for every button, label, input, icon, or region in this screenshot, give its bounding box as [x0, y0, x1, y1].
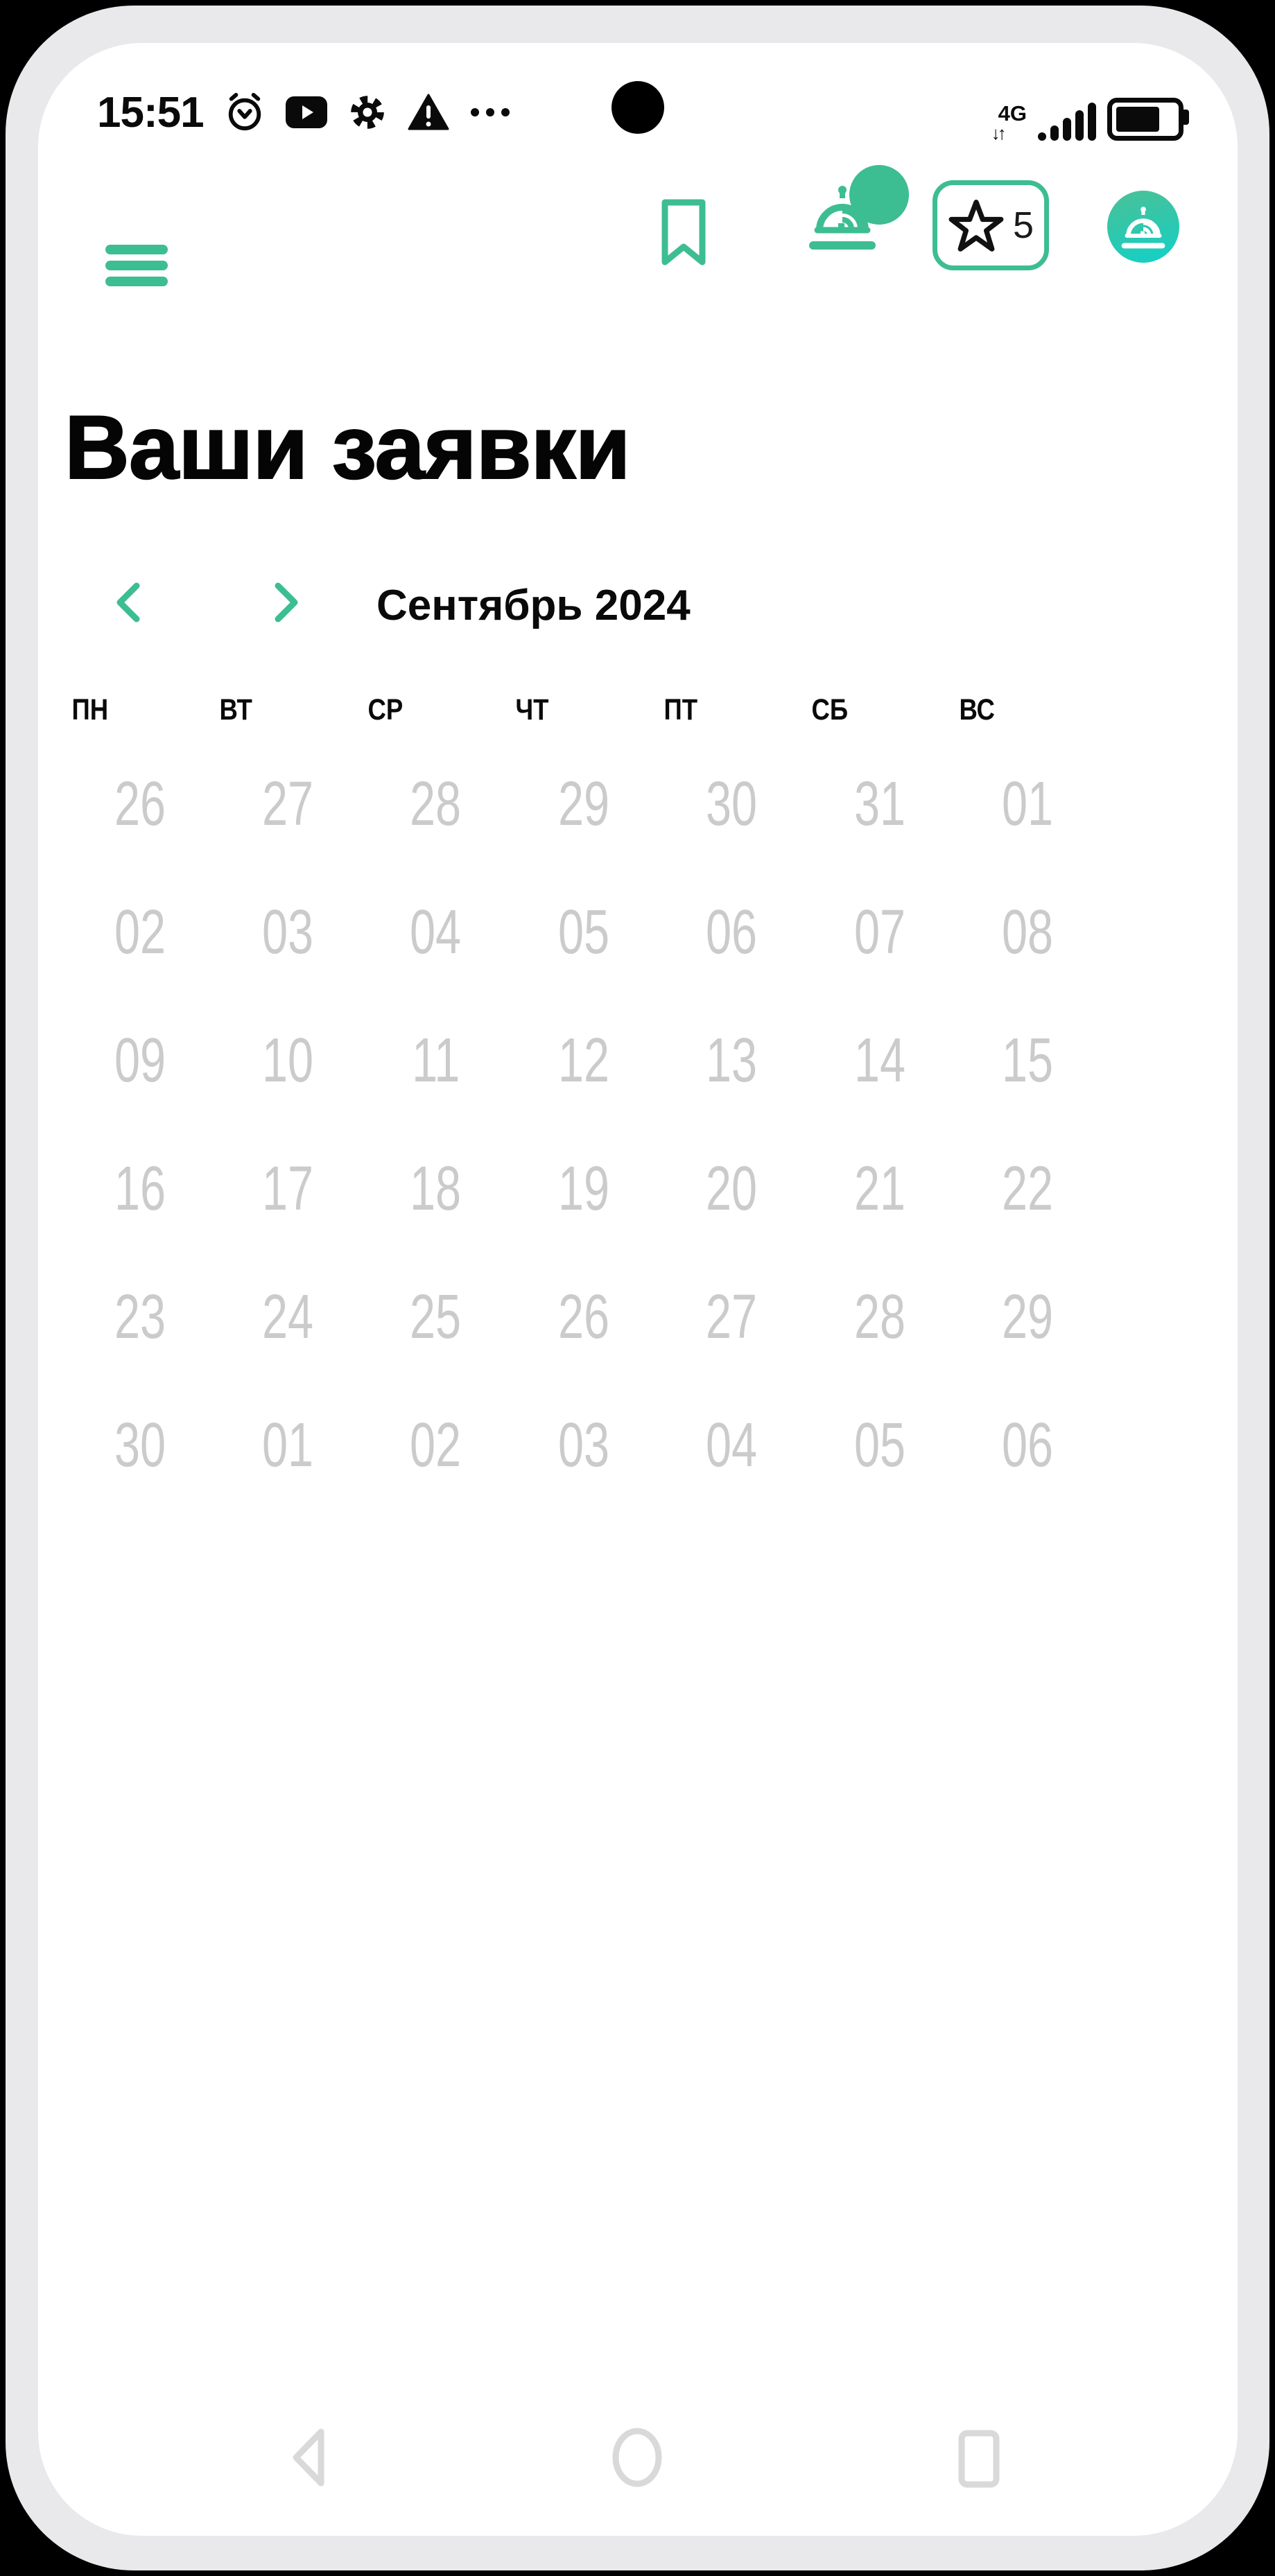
prev-month-button[interactable]	[113, 578, 162, 627]
app-screen	[38, 43, 1238, 2536]
back-icon	[288, 2426, 331, 2489]
more-notifications-icon	[470, 107, 510, 117]
network-type-label: 4G	[998, 101, 1027, 125]
battery-icon	[1107, 98, 1183, 141]
calendar-week-row	[66, 740, 1102, 869]
calendar-day[interactable]: 11	[411, 1026, 460, 1095]
weekday-label: ВТ	[219, 693, 253, 726]
calendar-day[interactable]: 06	[1001, 1411, 1054, 1480]
calendar-day[interactable]: 29	[557, 769, 609, 839]
data-activity-icon: ↓↑	[991, 123, 1004, 143]
status-bar-right	[991, 81, 1183, 143]
phone-frame	[6, 6, 1269, 2570]
calendar-day[interactable]: 31	[853, 769, 905, 839]
calendar-day[interactable]: 17	[262, 1154, 314, 1224]
calendar-day[interactable]: 13	[706, 1026, 758, 1095]
calendar-day[interactable]: 26	[114, 769, 166, 839]
nav-back-button[interactable]	[288, 2426, 331, 2489]
home-icon	[609, 2426, 665, 2489]
weekday-label: СР	[367, 693, 404, 726]
avatar-bell-icon	[1120, 203, 1166, 250]
favorites-count: 5	[1012, 204, 1034, 246]
calendar-day[interactable]: 04	[706, 1411, 758, 1480]
warning-icon	[408, 94, 449, 131]
calendar-week-row	[66, 1125, 1102, 1253]
weekday-label: СБ	[811, 693, 849, 726]
bookmark-icon	[661, 198, 706, 268]
calendar-day[interactable]: 30	[706, 769, 758, 839]
calendar-day[interactable]: 04	[410, 898, 462, 967]
calendar-month-label: Сентябрь 2024	[376, 582, 691, 629]
weekday-label: ПН	[71, 693, 109, 726]
calendar-day[interactable]: 21	[853, 1154, 905, 1224]
calendar-day[interactable]: 25	[410, 1282, 462, 1352]
bookmark-button[interactable]	[661, 198, 706, 268]
calendar-day[interactable]: 23	[114, 1282, 166, 1352]
calendar-grid	[66, 740, 1102, 1510]
weekday-label: ПТ	[663, 693, 697, 726]
nav-recents-button[interactable]	[957, 2429, 1000, 2489]
calendar-day[interactable]: 02	[410, 1411, 462, 1480]
settings-gear-icon	[348, 93, 387, 132]
calendar-day[interactable]: 20	[706, 1154, 758, 1224]
calendar-day[interactable]: 28	[853, 1282, 905, 1352]
calendar-day[interactable]: 07	[853, 898, 905, 967]
calendar-week-row	[66, 1253, 1102, 1382]
clock: 15:51	[97, 88, 204, 137]
calendar-day[interactable]: 12	[557, 1026, 609, 1095]
calendar-day[interactable]: 01	[1001, 769, 1054, 839]
notifications-button[interactable]	[808, 165, 909, 252]
calendar-day[interactable]: 01	[262, 1411, 314, 1480]
next-month-button[interactable]	[271, 578, 320, 627]
calendar-day[interactable]: 24	[262, 1282, 314, 1352]
calendar-week-row	[66, 1382, 1102, 1510]
favorites-button[interactable]	[933, 180, 1049, 270]
recents-icon	[957, 2429, 1000, 2489]
calendar-day[interactable]: 19	[557, 1154, 609, 1224]
profile-avatar[interactable]	[1107, 191, 1179, 263]
signal-strength-icon	[1038, 103, 1096, 141]
menu-icon	[105, 245, 168, 254]
weekday-label: ЧТ	[515, 693, 549, 726]
calendar-week-row	[66, 869, 1102, 997]
calendar-day[interactable]: 10	[262, 1026, 314, 1095]
calendar-day[interactable]: 08	[1001, 898, 1054, 967]
menu-button[interactable]	[105, 244, 168, 293]
front-camera	[612, 81, 664, 134]
status-bar-left	[97, 81, 510, 143]
nav-home-button[interactable]	[609, 2426, 665, 2489]
calendar-day[interactable]: 03	[262, 898, 314, 967]
calendar-day[interactable]: 30	[114, 1411, 166, 1480]
calendar-day[interactable]: 06	[706, 898, 758, 967]
calendar-day[interactable]: 27	[706, 1282, 758, 1352]
calendar-day[interactable]: 05	[853, 1411, 905, 1480]
weekday-label: ВС	[959, 693, 996, 726]
calendar-day[interactable]: 15	[1001, 1026, 1054, 1095]
weekday-header-row	[66, 693, 1102, 727]
network-indicator	[991, 103, 1027, 142]
notification-badge	[849, 165, 909, 225]
calendar-day[interactable]: 14	[853, 1026, 905, 1095]
calendar-day[interactable]: 28	[410, 769, 462, 839]
calendar-day[interactable]: 18	[410, 1154, 462, 1224]
calendar-day[interactable]: 16	[114, 1154, 166, 1224]
calendar-day[interactable]: 03	[557, 1411, 609, 1480]
page-title: Ваши заявки	[64, 397, 630, 498]
calendar-week-row	[66, 997, 1102, 1125]
calendar-day[interactable]: 26	[557, 1282, 609, 1352]
youtube-icon	[286, 96, 327, 128]
calendar-day[interactable]: 09	[114, 1026, 166, 1095]
chevron-right-icon	[271, 581, 320, 624]
chevron-left-icon	[113, 581, 162, 624]
calendar-day[interactable]: 02	[114, 898, 166, 967]
calendar-day[interactable]: 05	[557, 898, 609, 967]
calendar-day[interactable]: 22	[1001, 1154, 1054, 1224]
calendar-day[interactable]: 29	[1001, 1282, 1054, 1352]
favorites-star-icon	[948, 198, 1005, 252]
calendar-day[interactable]: 27	[262, 769, 314, 839]
alarm-clock-icon	[225, 92, 265, 132]
